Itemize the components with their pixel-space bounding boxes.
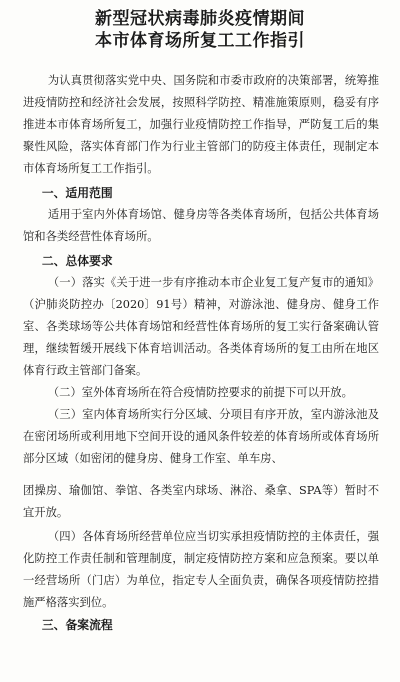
item-3-paragraph-part-1: （三）室内体育场所实行分区域、分项目有序开放，室内游泳池及在密闭场所或利用地下空间开设的通风条件较差的体育场所或体育场所部分区域（如密闭的健身房、健身工作室、单车房、 [23,408,379,465]
item-4-paragraph: （四）各体育场所经营单位应当切实承担疫情防控的主体责任，强化防控工作责任制和管理制度，制定疫情防控方案和应急预案。要以单一经营场所（门店）为单位，指定专人全面负责，确保各项疫情防控措施严格落实到位。 [23,530,379,609]
document-title-line-1: 新型冠状病毒肺炎疫情期间 [95,9,305,29]
document-body [23,70,379,636]
section-3-heading: 三、备案流程 [41,618,113,632]
item-1-paragraph: （一）落实《关于进一步有序推动本市企业复工复产复市的通知》（沪肺炎防控办〔2020〕91号）精神，对游泳池、健身房、健身工作室、各类球场等公共体育场馆和经营性体育场所的复工实行备案确认管理，继续暂缓开展线下体育培训活动。各类体育场所的复工由所在地区体育行政主管部门备案。 [23,276,379,377]
section-1-text: 适用于室内外体育场馆、健身房等各类体育场所，包括公共体育场馆和各类经营性体育场所。 [23,208,379,243]
item-3-paragraph-part-2: 团操房、瑜伽馆、拳馆、各类室内球场、淋浴、桑拿、SPA等）暂时不宜开放。 [23,484,379,519]
intro-paragraph: 为认真贯彻落实党中央、国务院和市委市政府的决策部署，统筹推进疫情防控和经济社会发展，按照科学防控、精准施策原则，稳妥有序推进本市体育场所复工，加强行业疫情防控工作指导，严防复工后的集聚性风险，落实体育部门作为行业主管部门的防疫主体责任，现制定本市体育场所复工工作指引。 [23,74,379,175]
section-1-heading: 一、适用范围 [41,186,113,200]
document-title-line-2: 本市体育场所复工工作指引 [95,31,305,51]
title-block [0,8,400,52]
item-2-paragraph: （二）室外体育场所在符合疫情防控要求的前提下可以开放。 [47,386,353,399]
section-2-heading: 二、总体要求 [41,254,113,268]
